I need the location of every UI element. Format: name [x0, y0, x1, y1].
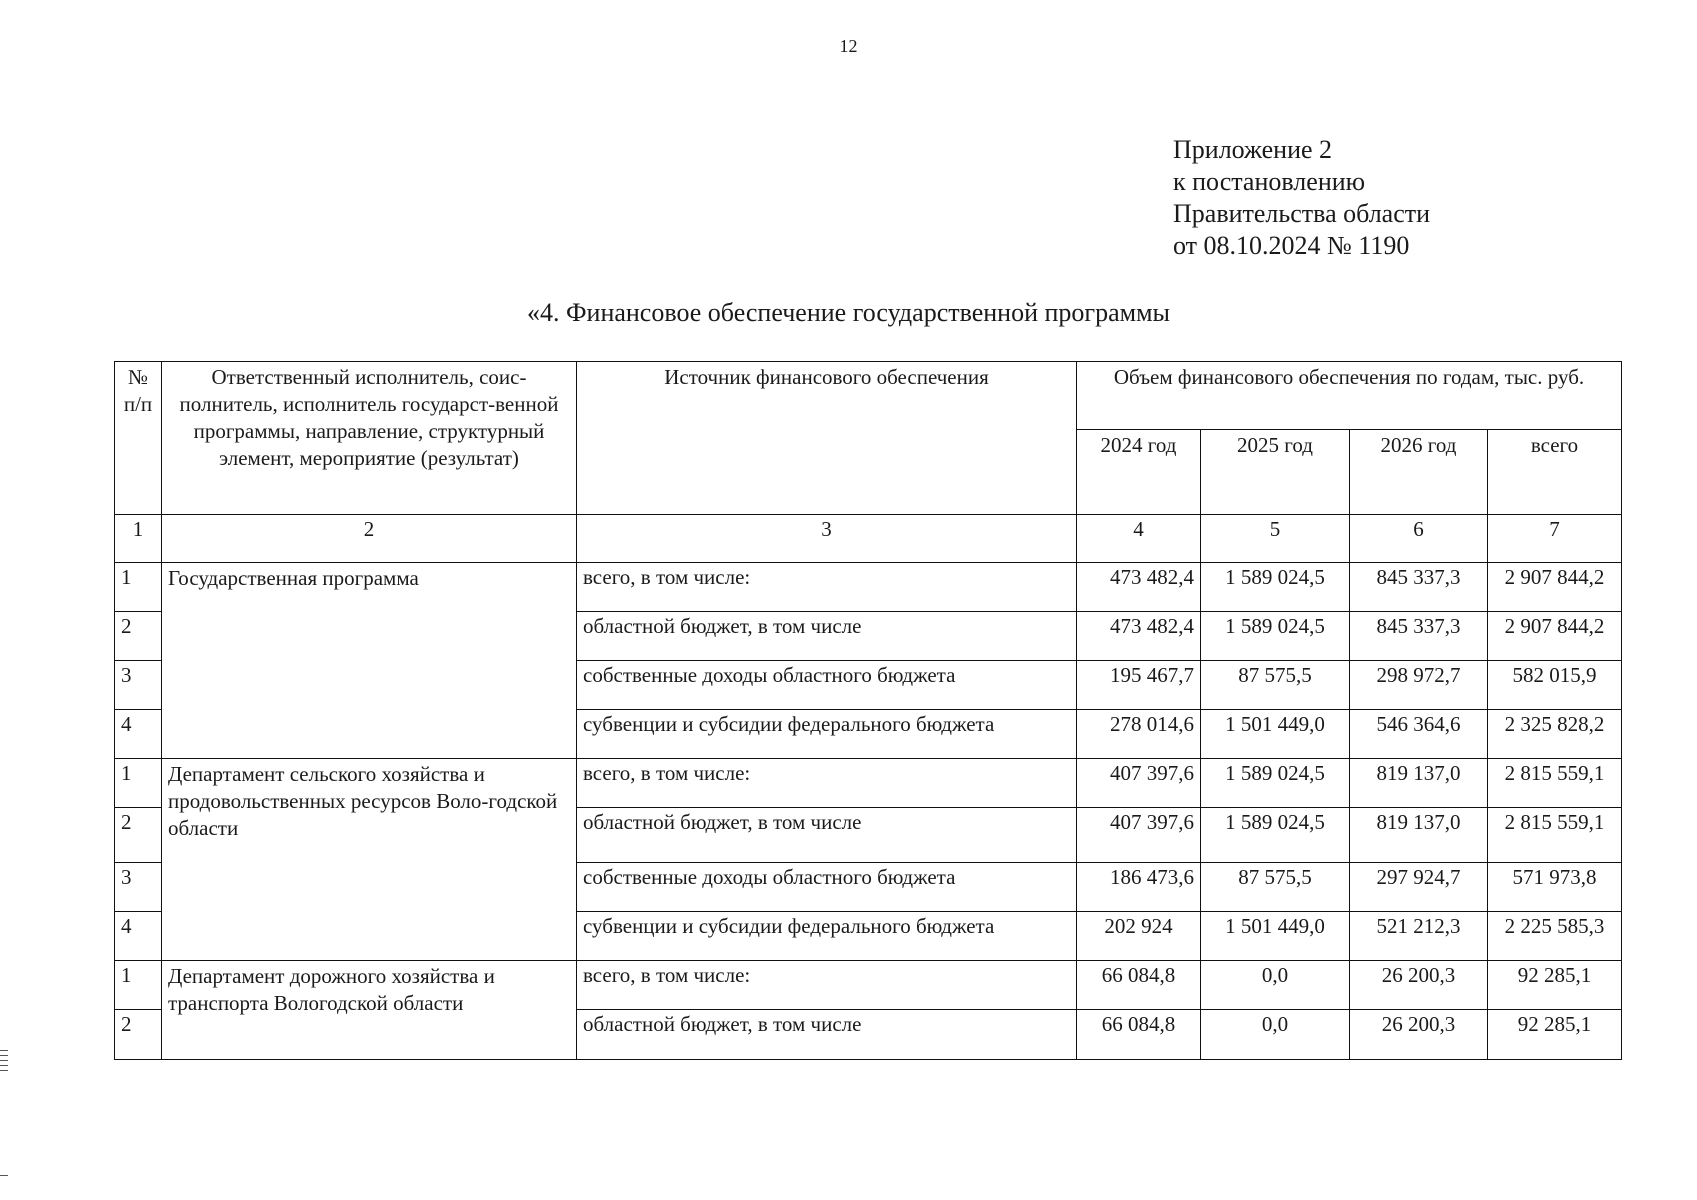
value-2026: 521 212,3 — [1350, 912, 1488, 961]
source-cell: собственные доходы областного бюджета — [577, 863, 1077, 912]
source-cell: субвенции и субсидии федерального бюджета — [577, 710, 1077, 759]
financing-table — [114, 361, 1622, 1060]
value-total: 582 015,9 — [1488, 661, 1622, 710]
value-2025: 87 575,5 — [1201, 661, 1350, 710]
executor-cell: Департамент сельского хозяйства и продовольственных ресурсов Воло-годской области — [162, 759, 577, 961]
column-number: 3 — [577, 515, 1077, 563]
value-2024: 195 467,7 — [1077, 661, 1201, 710]
value-2025: 87 575,5 — [1201, 863, 1350, 912]
value-2026: 819 137,0 — [1350, 759, 1488, 808]
row-number: 4 — [115, 912, 162, 961]
header-year-2026: 2026 год — [1350, 430, 1488, 515]
value-2026: 845 337,3 — [1350, 612, 1488, 661]
header-volume: Объем финансового обеспечения по годам, тыс. руб. — [1077, 362, 1622, 430]
value-total: 2 815 559,1 — [1488, 759, 1622, 808]
value-2025: 1 589 024,5 — [1201, 612, 1350, 661]
table-row — [115, 563, 1622, 612]
source-cell: всего, в том числе: — [577, 563, 1077, 612]
value-2026: 819 137,0 — [1350, 808, 1488, 863]
value-total: 2 225 585,3 — [1488, 912, 1622, 961]
table-row — [115, 759, 1622, 808]
source-cell: областной бюджет, в том числе — [577, 612, 1077, 661]
header-num: № п/п — [115, 362, 162, 515]
column-number: 4 — [1077, 515, 1201, 563]
row-number: 1 — [115, 759, 162, 808]
value-total: 2 815 559,1 — [1488, 808, 1622, 863]
value-2026: 546 364,6 — [1350, 710, 1488, 759]
value-2024: 407 397,6 — [1077, 808, 1201, 863]
appendix-block — [1173, 134, 1430, 262]
header-total: всего — [1488, 430, 1622, 515]
source-cell: областной бюджет, в том числе — [577, 1010, 1077, 1060]
header-executor: Ответственный исполнитель, соис-полнитель, исполнитель государст-венной программы, направление, структурный элемент, мероприятие (результат) — [162, 362, 577, 515]
row-number: 2 — [115, 612, 162, 661]
source-cell: субвенции и субсидии федерального бюджета — [577, 912, 1077, 961]
value-2024: 202 924 — [1077, 912, 1201, 961]
appendix-line-2: к постановлению — [1173, 167, 1366, 196]
value-2025: 1 501 449,0 — [1201, 912, 1350, 961]
appendix-line-3: Правительства области — [1173, 199, 1431, 228]
header-year-2025: 2025 год — [1201, 430, 1350, 515]
header-year-2024: 2024 год — [1077, 430, 1201, 515]
value-2026: 845 337,3 — [1350, 563, 1488, 612]
value-2025: 1 501 449,0 — [1201, 710, 1350, 759]
value-total: 2 325 828,2 — [1488, 710, 1622, 759]
source-cell: всего, в том числе: — [577, 961, 1077, 1010]
table-row — [115, 961, 1622, 1010]
column-number: 6 — [1350, 515, 1488, 563]
value-2025: 0,0 — [1201, 1010, 1350, 1060]
value-2025: 1 589 024,5 — [1201, 808, 1350, 863]
executor-cell: Государственная программа — [162, 563, 577, 759]
row-number: 2 — [115, 1010, 162, 1060]
value-2024: 186 473,6 — [1077, 863, 1201, 912]
value-total: 2 907 844,2 — [1488, 612, 1622, 661]
value-2024: 473 482,4 — [1077, 612, 1201, 661]
appendix-line-4: от 08.10.2024 № 1190 — [1173, 231, 1410, 260]
value-total: 92 285,1 — [1488, 961, 1622, 1010]
binding-marks — [0, 1050, 8, 1075]
header-source: Источник финансового обеспечения — [577, 362, 1077, 515]
value-2024: 66 084,8 — [1077, 961, 1201, 1010]
value-2026: 26 200,3 — [1350, 1010, 1488, 1060]
section-title: «4. Финансовое обеспечение государственной программы — [526, 298, 1171, 327]
value-2025: 1 589 024,5 — [1201, 759, 1350, 808]
source-cell: областной бюджет, в том числе — [577, 808, 1077, 863]
row-number: 2 — [115, 808, 162, 863]
value-2024: 407 397,6 — [1077, 759, 1201, 808]
column-number: 7 — [1488, 515, 1622, 563]
row-number: 3 — [115, 661, 162, 710]
value-total: 571 973,8 — [1488, 863, 1622, 912]
value-2025: 0,0 — [1201, 961, 1350, 1010]
value-2024: 473 482,4 — [1077, 563, 1201, 612]
row-number: 3 — [115, 863, 162, 912]
value-total: 92 285,1 — [1488, 1010, 1622, 1060]
column-number: 5 — [1201, 515, 1350, 563]
value-total: 2 907 844,2 — [1488, 563, 1622, 612]
column-number: 2 — [162, 515, 577, 563]
row-number: 1 — [115, 961, 162, 1010]
row-number: 1 — [115, 563, 162, 612]
value-2026: 26 200,3 — [1350, 961, 1488, 1010]
row-number: 4 — [115, 710, 162, 759]
value-2025: 1 589 024,5 — [1201, 563, 1350, 612]
appendix-line-1: Приложение 2 — [1173, 135, 1333, 164]
value-2026: 297 924,7 — [1350, 863, 1488, 912]
executor-cell: Департамент дорожного хозяйства и транспорта Вологодской области — [162, 961, 577, 1060]
margin-dash — [0, 1175, 8, 1176]
source-cell: всего, в том числе: — [577, 759, 1077, 808]
page-number: 12 — [839, 36, 858, 56]
column-number: 1 — [115, 515, 162, 563]
value-2024: 66 084,8 — [1077, 1010, 1201, 1060]
value-2024: 278 014,6 — [1077, 710, 1201, 759]
source-cell: собственные доходы областного бюджета — [577, 661, 1077, 710]
value-2026: 298 972,7 — [1350, 661, 1488, 710]
